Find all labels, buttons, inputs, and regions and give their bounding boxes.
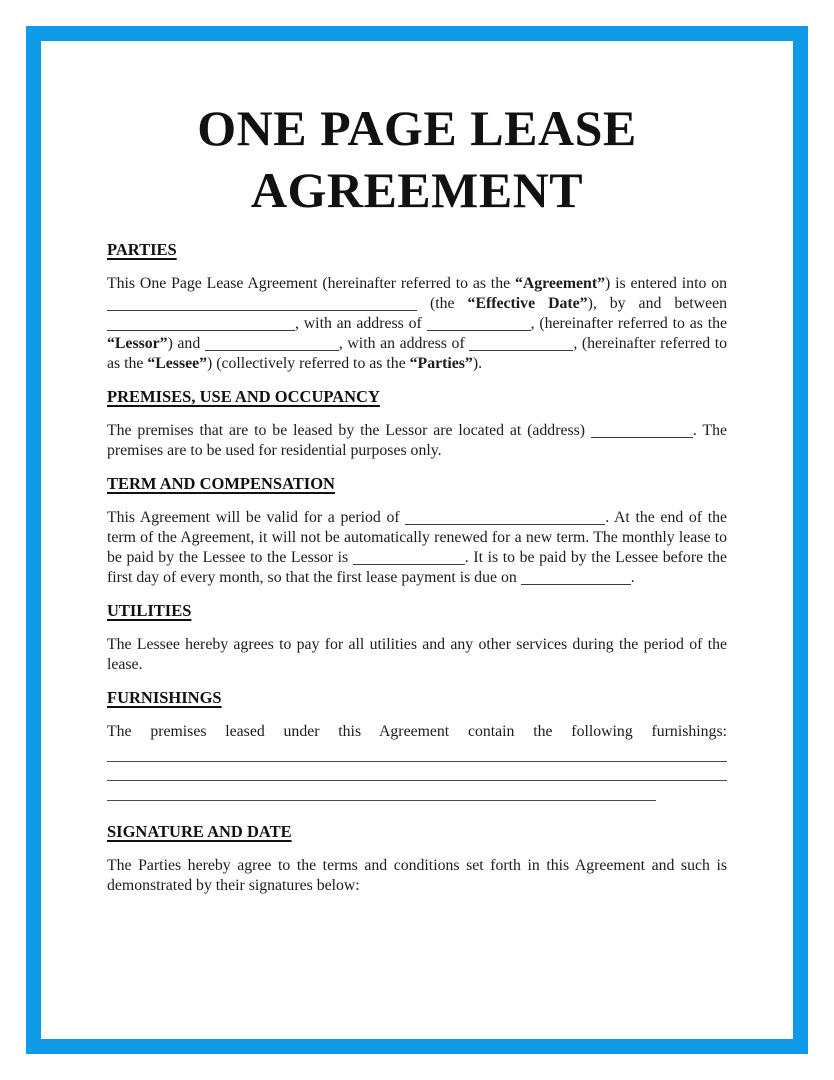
- text-run: ) is entered into on: [605, 275, 727, 292]
- section-heading-furnishings: FURNISHINGS: [107, 688, 222, 707]
- lessee-name-blank[interactable]: [205, 349, 339, 351]
- text-run: , (hereinafter referred to as the: [530, 315, 727, 332]
- lessee-address-blank[interactable]: [469, 349, 573, 351]
- text-run: ), by and between: [587, 295, 727, 312]
- first-payment-due-date-blank[interactable]: [521, 583, 631, 585]
- text-run: “Parties”: [409, 355, 473, 372]
- section-heading-signature: SIGNATURE AND DATE: [107, 821, 292, 841]
- section-premises: [107, 387, 727, 461]
- parties-paragraph: [107, 274, 727, 374]
- furnishings-paragraph: [107, 722, 727, 742]
- text-run: (the: [417, 295, 468, 312]
- section-heading-term: TERM AND COMPENSATION: [107, 474, 335, 493]
- text-run: ) (collectively referred to as the: [207, 355, 410, 372]
- page-content: [41, 41, 793, 1039]
- text-run: , with an address of: [295, 315, 427, 332]
- effective-date-blank[interactable]: [107, 309, 417, 311]
- text-run: The Lessee hereby agrees to pay for all utilities and any other services during the period of the lease.: [107, 636, 727, 673]
- write-in-line[interactable]: [107, 742, 727, 762]
- monthly-lease-amount-blank[interactable]: [353, 563, 465, 565]
- text-run: “Lessor”: [107, 335, 168, 352]
- lessor-name-blank[interactable]: [107, 329, 295, 331]
- write-in-line[interactable]: [107, 781, 656, 801]
- text-run: The Parties hereby agree to the terms and conditions set forth in this Agreement and such is demonstrated by their signatures below:: [107, 856, 727, 894]
- furnishings-write-in-lines: [107, 742, 727, 801]
- section-furnishings: [107, 688, 727, 801]
- utilities-paragraph: [107, 635, 727, 675]
- section-signature-and-date: [107, 822, 727, 896]
- section-utilities: [107, 601, 727, 675]
- text-run: .: [630, 569, 635, 586]
- section-heading-premises: PREMISES, USE AND OCCUPANCY: [107, 387, 380, 406]
- text-run: The premises that are to be leased by the Lessor are located at (address): [107, 422, 591, 439]
- text-run: This Agreement will be valid for a period of: [107, 509, 406, 526]
- premises-address-blank[interactable]: [591, 436, 693, 438]
- premises-paragraph: [107, 421, 727, 461]
- text-run: ).: [472, 355, 483, 372]
- section-parties: [107, 240, 727, 374]
- text-run: The premises leased under this Agreement contain the following furnishings:: [107, 723, 727, 740]
- section-term-and-compensation: [107, 474, 727, 588]
- text-run: . It is to be paid by the Lessee before the first day of every month, so that the first lease payment is due on: [107, 549, 727, 586]
- text-run: “Lessee”: [147, 355, 208, 372]
- section-heading-utilities: UTILITIES: [107, 601, 192, 620]
- write-in-line[interactable]: [107, 762, 727, 782]
- text-run: ) and: [167, 335, 205, 352]
- page-border-frame: [26, 26, 808, 1054]
- text-run: “Effective Date”: [467, 295, 588, 312]
- text-run: , with an address of: [338, 335, 470, 352]
- text-run: , (hereinafter referred to as the: [107, 335, 727, 372]
- lease-period-blank[interactable]: [405, 523, 605, 525]
- signature-paragraph: [107, 856, 727, 896]
- term-paragraph: [107, 508, 727, 588]
- text-run: This One Page Lease Agreement (hereinafter referred to as the: [107, 275, 515, 292]
- text-run: . At the end of the term of the Agreement, it will not be automatically renewed for a new term. The monthly lease to be paid by the Lessee to the Lessor is: [107, 509, 728, 566]
- section-heading-parties: PARTIES: [107, 240, 177, 259]
- text-run: “Agreement”: [514, 275, 606, 292]
- lessor-address-blank[interactable]: [427, 329, 531, 331]
- text-run: . The premises are to be used for residential purposes only.: [107, 422, 727, 459]
- document-title: ONE PAGE LEASE AGREEMENT: [197, 100, 637, 218]
